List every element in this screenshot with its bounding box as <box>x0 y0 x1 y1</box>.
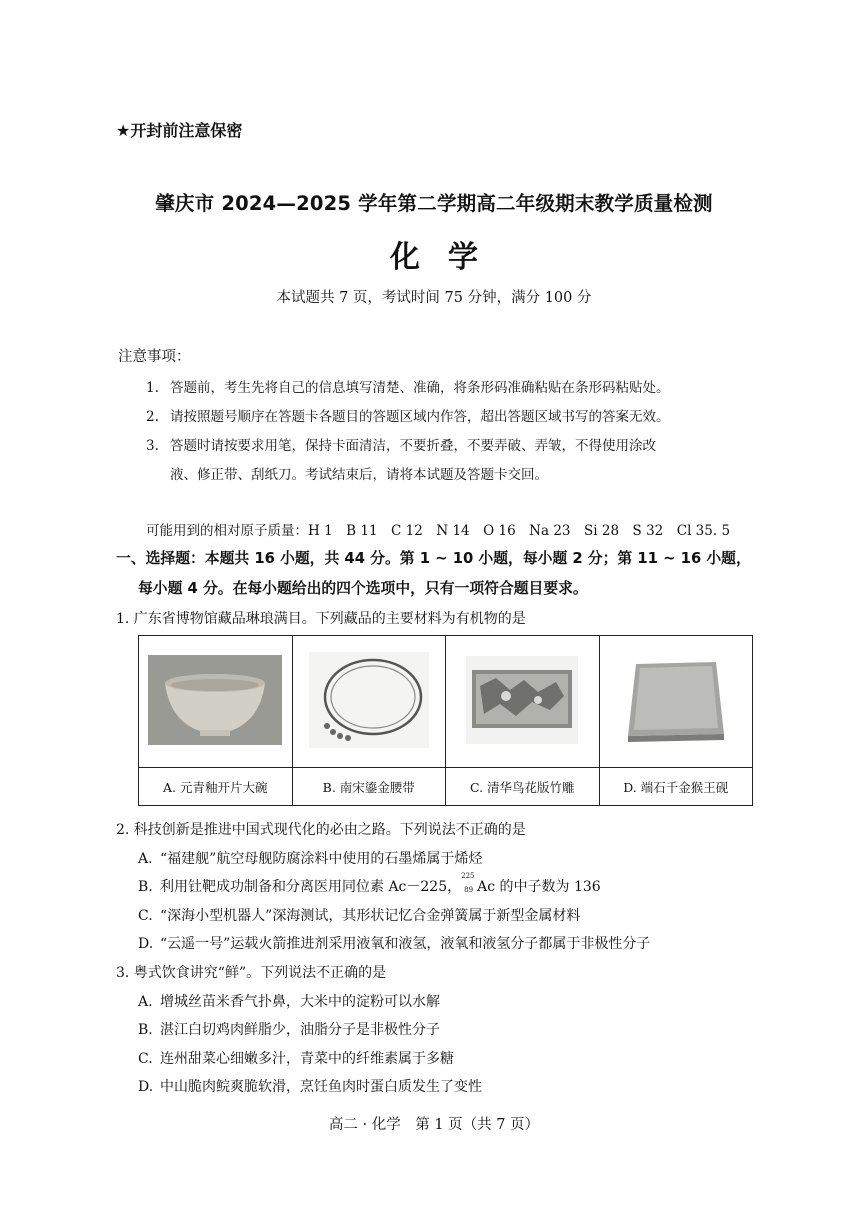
question-3-option-d: D. 中山脆肉鲩爽脆软滑，烹饪鱼肉时蛋白质发生了变性 <box>138 1079 482 1095</box>
question-2-option-b: B. 利用钍靶成功制备和分离医用同位素 Ac－225， 225 89 Ac 的中子数为 136 <box>138 872 601 895</box>
question-3-option-a: A. 增城丝苗米香气扑鼻，大米中的淀粉可以水解 <box>138 994 440 1010</box>
note-item-1: 1. 答题前，考生先将自己的信息填写清楚、准确，将条形码准确粘贴在条形码粘贴处。 <box>146 380 670 396</box>
subject-title: 化学 <box>390 240 506 275</box>
item-caption-c: C. 清华鸟花版竹雕 <box>446 768 600 806</box>
note-item-3: 3. 答题时请按要求用笔，保持卡面清洁，不要折叠，不要弄破、弄皱，不得使用涂改 <box>146 438 656 454</box>
celadon-bowl-image <box>148 655 282 745</box>
paper-info: 本试题共 7 页，考试时间 75 分钟，满分 100 分 <box>276 290 592 306</box>
question-1-image-table <box>138 635 753 806</box>
gilded-belt-image <box>309 652 429 748</box>
question-3-option-b: B. 湛江白切鸡肉鲜脂少，油脂分子是非极性分子 <box>138 1022 440 1038</box>
section-heading-line-1: 一、选择题：本题共 16 小题，共 44 分。第 1 ~ 10 小题，每小题 2 分；第 11 ~ 16 小题， <box>116 550 751 567</box>
item-caption-d: D. 端石千金猴王砚 <box>599 768 753 806</box>
item-caption-b: B. 南宋鎏金腰带 <box>292 768 446 806</box>
question-2-option-d: D. “云遥一号”运载火箭推进剂采用液氧和液氢，液氧和液氢分子都属于非极性分子 <box>138 936 651 952</box>
nuclide-notation: 225 89 <box>461 872 475 894</box>
item-image-cell-b <box>292 636 446 768</box>
bamboo-carving-image <box>466 656 578 744</box>
item-image-cell-c <box>446 636 600 768</box>
question-2-stem: 2. 科技创新是推进中国式现代化的必由之路。下列说法不正确的是 <box>116 822 526 838</box>
exam-title: 肇庆市 2024—2025 学年第二学期高二年级期末教学质量检测 <box>155 192 713 215</box>
question-2-option-a: A. “福建舰”航空母舰防腐涂料中使用的石墨烯属于烯烃 <box>138 851 483 867</box>
note-item-3-continued: 液、修正带、刮纸刀。考试结束后，请将本试题及答题卡交回。 <box>170 467 548 483</box>
page-footer: 高二 · 化学 第 1 页（共 7 页） <box>328 1117 540 1133</box>
item-image-cell-a <box>139 636 293 768</box>
question-2-option-c: C. “深海小型机器人”深海测试，其形状记忆合金弹簧属于新型金属材料 <box>138 908 581 924</box>
confidential-notice: ★开封前注意保密 <box>116 121 243 140</box>
atomic-masses: 可能用到的相对原子质量：H 1 B 11 C 12 N 14 O 16 Na 23 Si 28 S 32 Cl 35. 5 <box>146 523 731 539</box>
item-caption-a: A. 元青釉开片大碗 <box>139 768 293 806</box>
notes-title: 注意事项： <box>118 349 191 365</box>
item-image-cell-d <box>599 636 753 768</box>
question-1-stem: 1. 广东省博物馆藏品琳琅满目。下列藏品的主要材料为有机物的是 <box>116 611 526 627</box>
ink-stone-image <box>620 654 732 746</box>
question-3-option-c: C. 连州甜菜心细嫩多汁，青菜中的纤维素属于多糖 <box>138 1051 454 1067</box>
note-item-2: 2. 请按照题号顺序在答题卡各题目的答题区域内作答，超出答题区域书写的答案无效。 <box>146 409 670 425</box>
section-heading-line-2: 每小题 4 分。在每小题给出的四个选项中，只有一项符合题目要求。 <box>138 580 588 597</box>
question-3-stem: 3. 粤式饮食讲究“鲜”。下列说法不正确的是 <box>116 965 387 981</box>
